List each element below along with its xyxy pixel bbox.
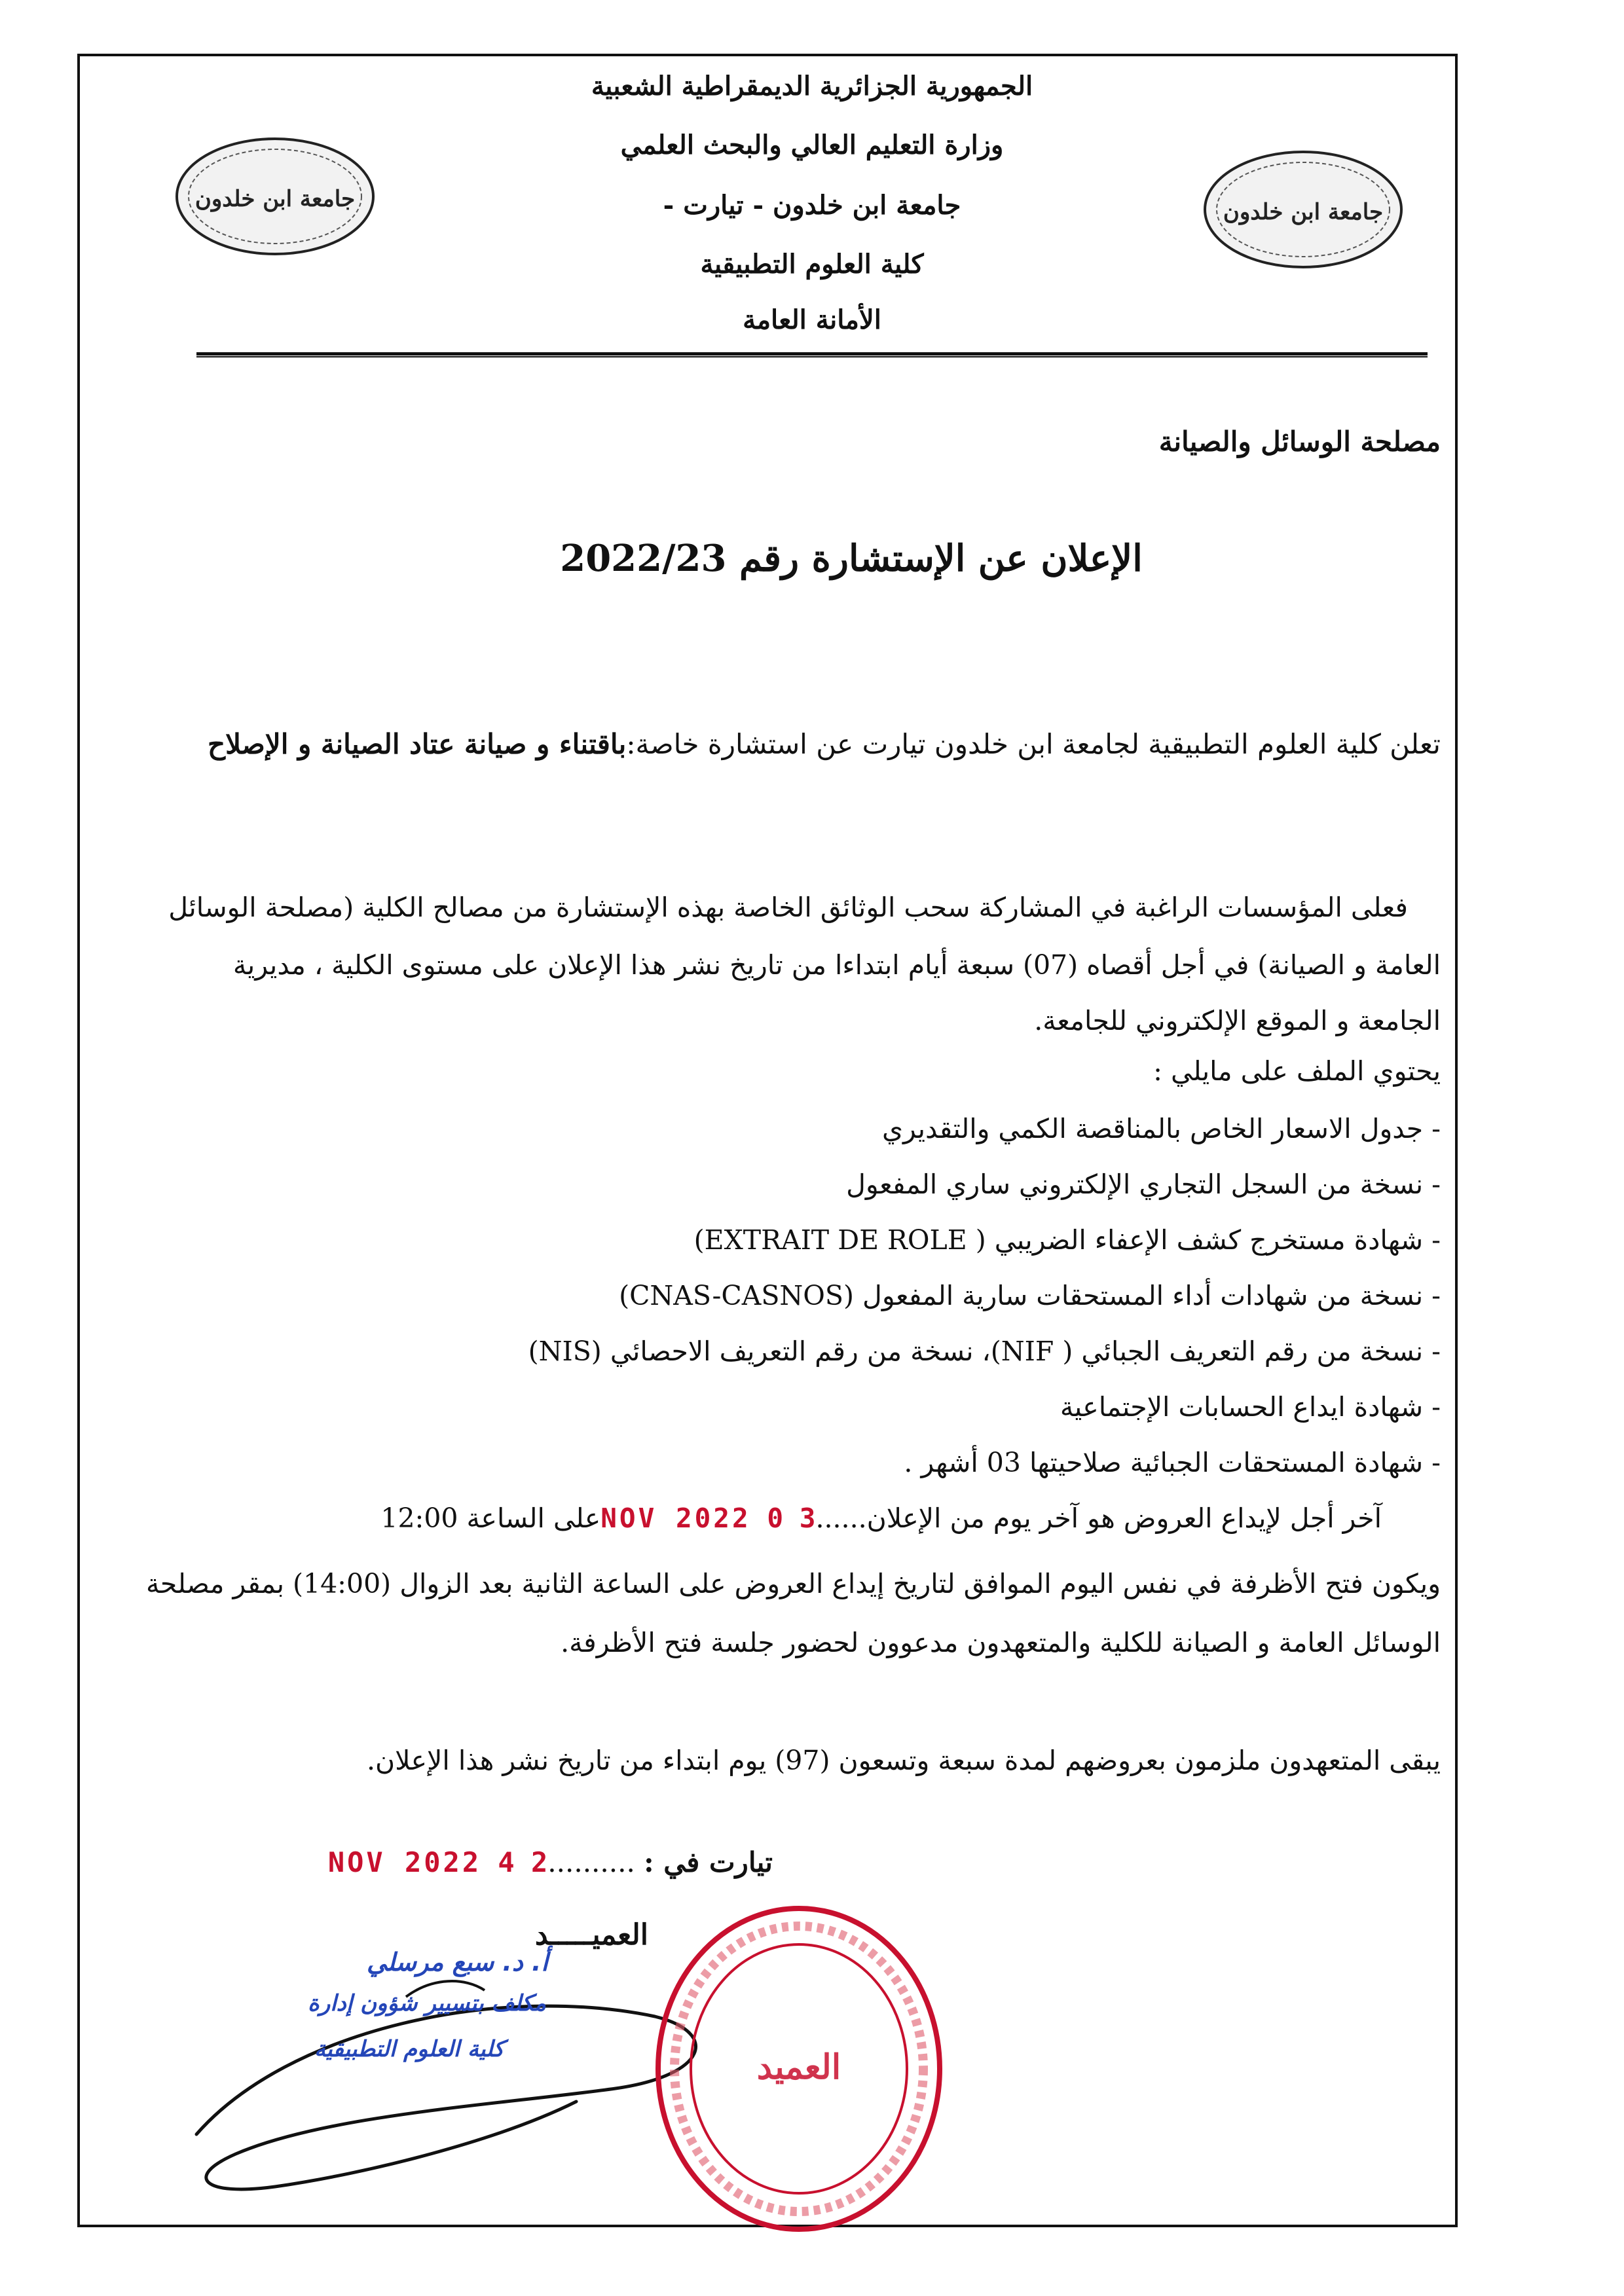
opening-line-2: الوسائل العامة و الصيانة للكلية والمتعهدون مدعوون لحضور جلسة فتح الأظرفة. <box>561 1627 1441 1658</box>
deadline-date-stamp: 3 0 NOV 2022 <box>600 1503 816 1534</box>
header-ministry: وزارة التعليم العالي والبحث العلمي <box>620 130 1004 160</box>
contents-intro: يحتوي الملف على مايلي : <box>1153 1055 1441 1087</box>
header-rule <box>196 352 1428 357</box>
header-republic: الجمهورية الجزائرية الديمقراطية الشعبية <box>591 71 1033 101</box>
deadline-suffix: على الساعة 12:00 <box>380 1503 601 1534</box>
signature-faculty: كلية العلوم التطبيقية <box>314 2036 504 2062</box>
department-label: مصلحة الوسائل والصيانة <box>1158 426 1441 458</box>
body-line-1: فعلى المؤسسات الراغبة في المشاركة سحب الوثائق الخاصة بهذه الإستشارة من مصالح الكلية (مصلحة الوسائل <box>168 892 1408 923</box>
list-item: - نسخة من السجل التجاري الإلكتروني ساري المفعول <box>846 1169 1441 1200</box>
official-seal <box>648 1899 950 2239</box>
body-line-2: العامة و الصيانة) في أجل أقصاه (07) سبعة أيام ابتداءا من تاريخ نشر هذا الإعلان على مستوى الكلية ، مديرية <box>232 949 1441 981</box>
place-date-label: تيارت في : <box>644 1846 773 1878</box>
logo-text: جامعة ابن خلدون <box>194 186 356 212</box>
list-item: - شهادة ايداع الحسابات الإجتماعية <box>1060 1391 1441 1423</box>
list-item: - نسخة من شهادات أداء المستحقات سارية المفعول (CNAS-CASNOS) <box>619 1280 1441 1311</box>
university-logo-left <box>167 131 383 262</box>
list-item: - جدول الاسعار الخاص بالمناقصة الكمي والتقديري <box>881 1113 1441 1144</box>
list-item: - نسخة من رقم التعريف الجبائي ( NIF)، نسخة من رقم التعريف الاحصائي (NIS) <box>528 1336 1441 1367</box>
place-date-stamp: 2 4 NOV 2022 <box>327 1846 548 1878</box>
place-date: تيارت في : ..........2 4 NOV 2022 <box>327 1846 773 1878</box>
deadline-line: آخر أجل لإيداع العروض هو آخر يوم من الإعلان......3 0 NOV 2022على الساعة 12:00 <box>380 1503 1382 1534</box>
validity-text: يبقى المتعهدون ملزمون بعروضهم لمدة سبعة وتسعون (97) يوم ابتداء من تاريخ نشر هذا الإعلان. <box>366 1745 1441 1776</box>
deadline-prefix: آخر أجل لإيداع العروض هو آخر يوم من الإعلان <box>866 1503 1382 1534</box>
header-university: جامعة ابن خلدون - تيارت - <box>663 190 961 221</box>
list-item: - شهادة مستخرج كشف الإعفاء الضريبي ( EXTRAIT DE ROLE) <box>693 1224 1441 1256</box>
list-item: - شهادة المستحقات الجبائية صلاحيتها 03 أشهر . <box>904 1447 1441 1478</box>
svg-text:العميد: العميد <box>756 2047 841 2087</box>
body-line-3: الجامعة و الموقع الإلكتروني للجامعة. <box>1034 1005 1441 1036</box>
intro-subject: باقتناء و صيانة عتاد الصيانة و الإصلاح <box>207 728 627 760</box>
logo-text: جامعة ابن خلدون <box>1223 199 1384 225</box>
opening-line-1: ويكون فتح الأظرفة في نفس اليوم الموافق لتاريخ إيداع العروض على الساعة الثانية بعد الزوال (14:00) بمقر مصلحة <box>145 1568 1441 1599</box>
page-title: الإعلان عن الإستشارة رقم 2022/23 <box>560 537 1143 580</box>
dean-title: العميـــــد <box>534 1918 648 1952</box>
signature-name: أ. د. سبع مرسلي <box>367 1948 548 1977</box>
intro-paragraph <box>208 728 1441 760</box>
header-faculty: كلية العلوم التطبيقية <box>700 249 924 280</box>
header-secretariat: الأمانة العامة <box>743 304 881 335</box>
signature-role: مكلف بتسيير شؤون إدارة <box>308 1990 546 2016</box>
intro-text: تعلن كلية العلوم التطبيقية لجامعة ابن خلدون تيارت عن استشارة خاصة: <box>626 728 1441 760</box>
